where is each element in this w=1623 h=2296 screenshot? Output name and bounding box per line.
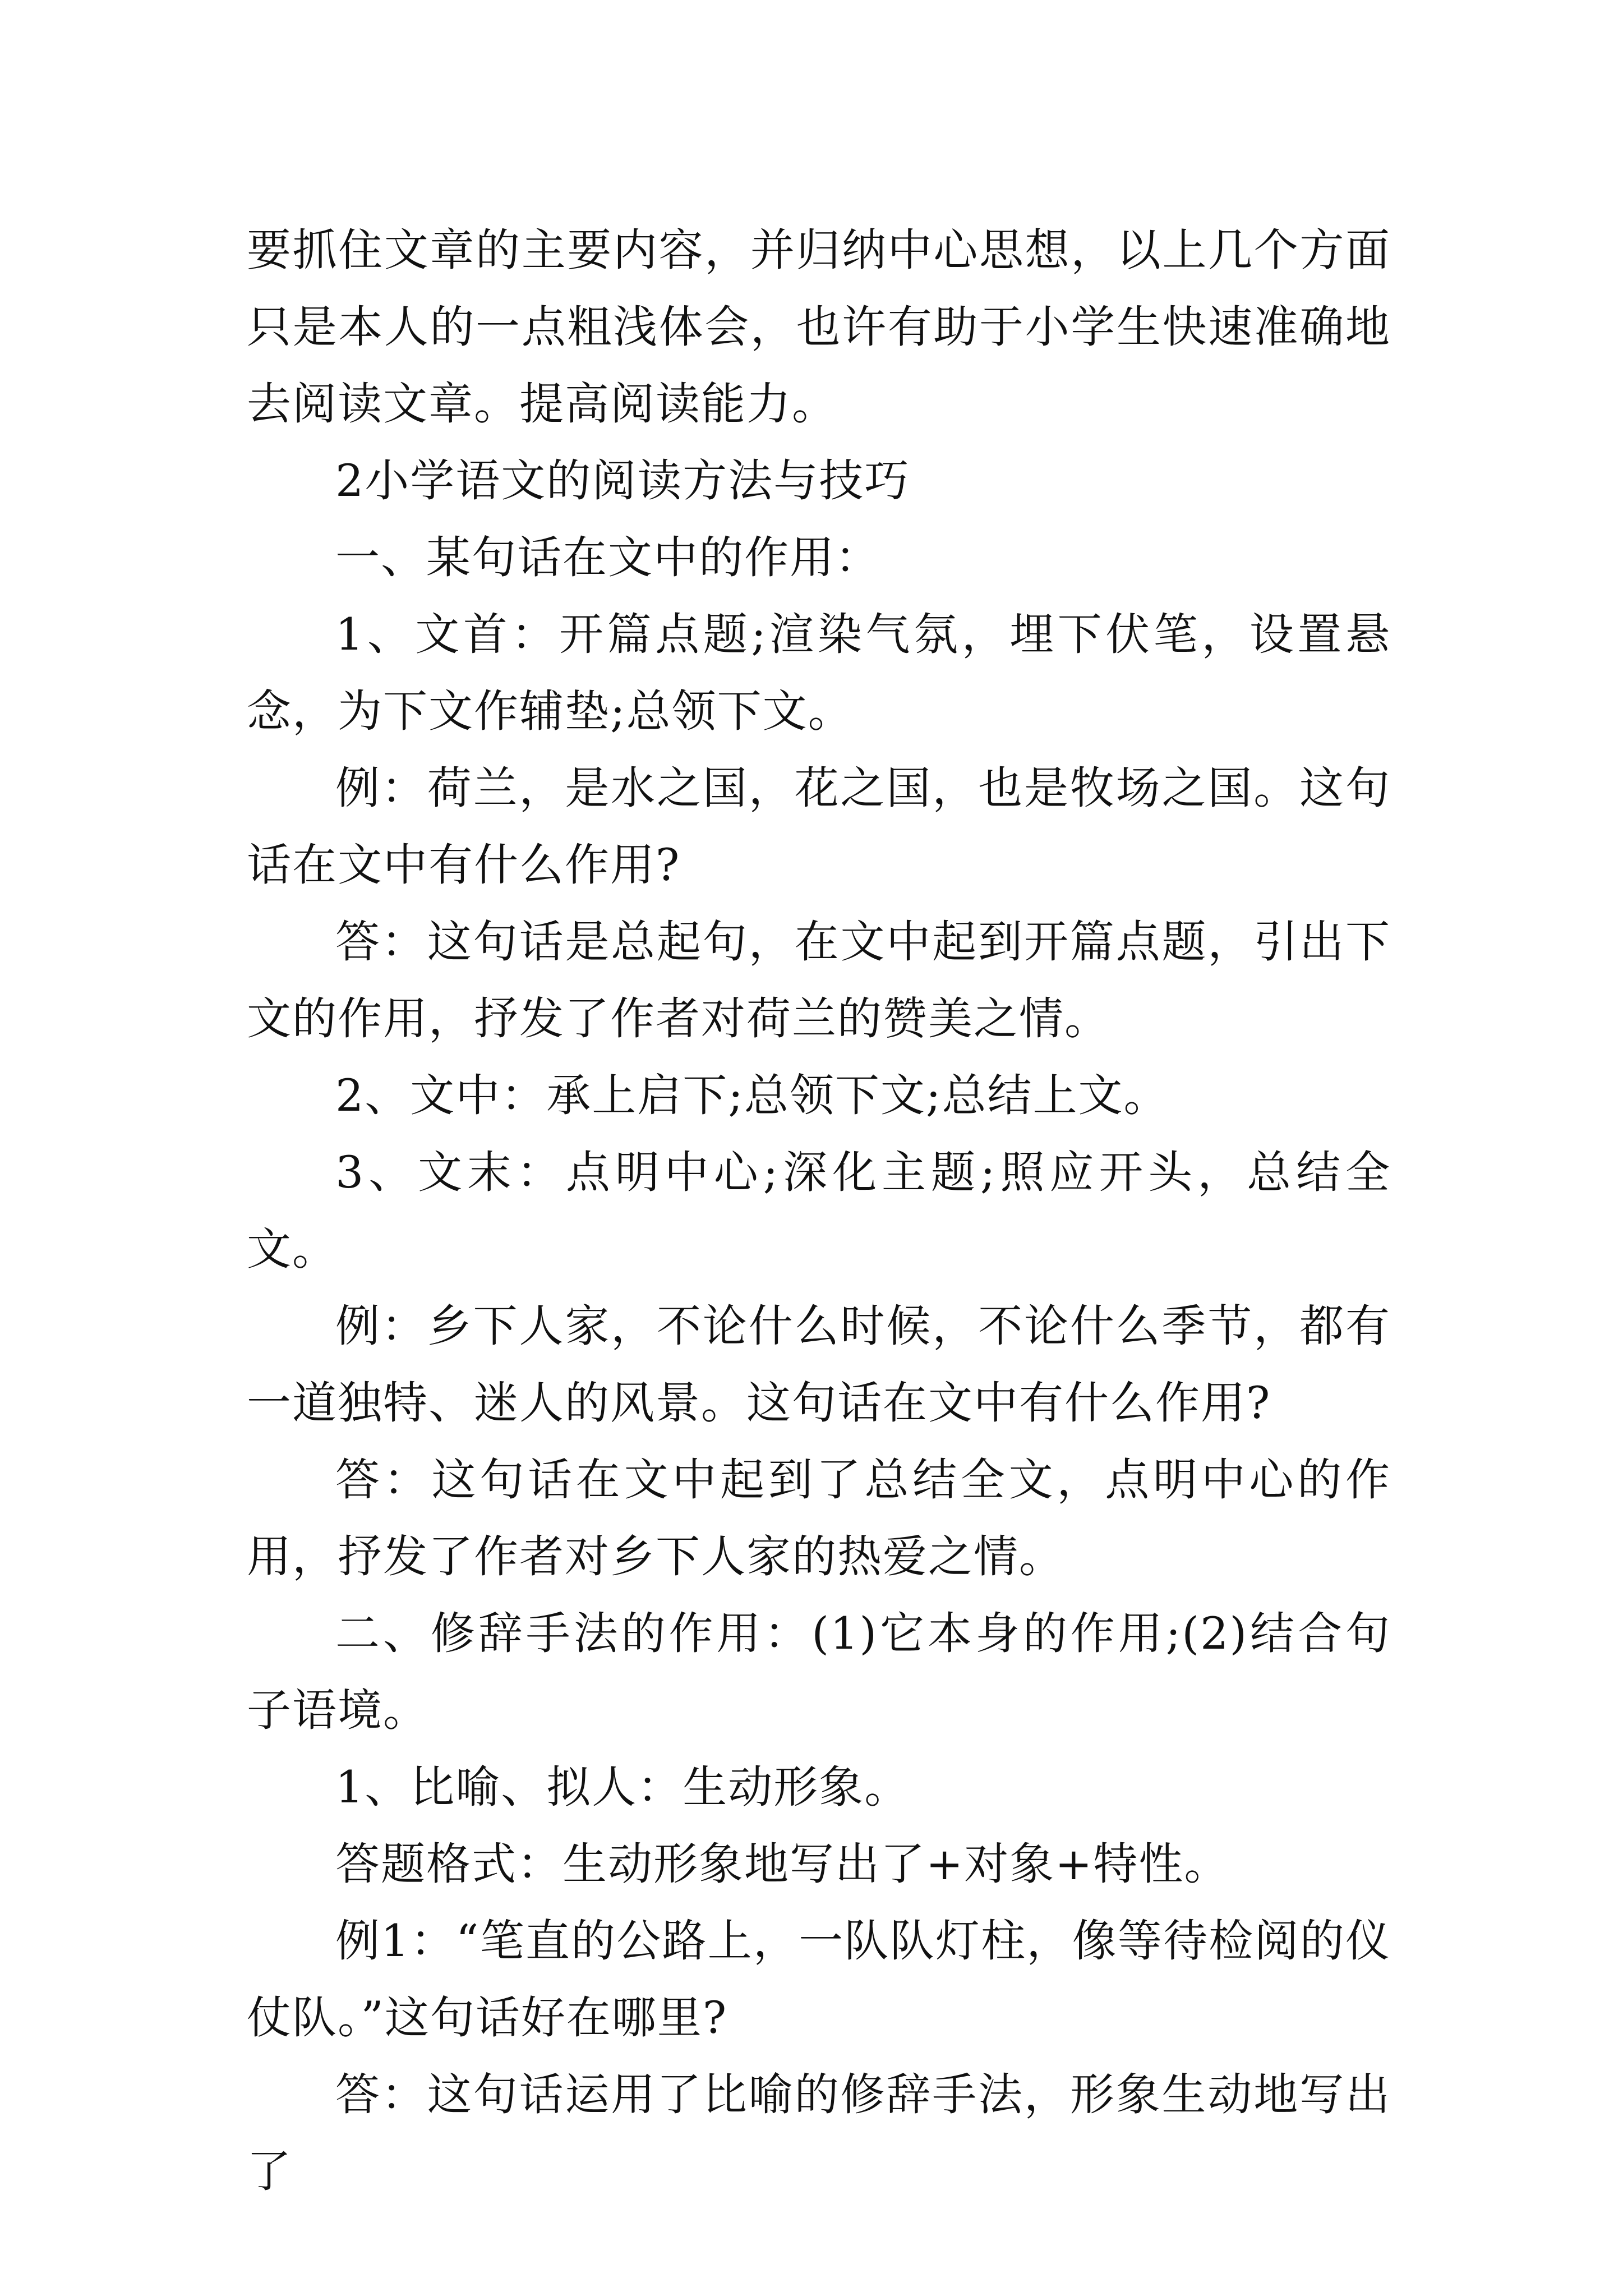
paragraph-1: 要抓住文章的主要内容，并归纳中心思想，以上几个方面只是本人的一点粗浅体会，也许有助于小学生快速准确地去阅读文章。提高阅读能力。 <box>247 224 1391 430</box>
example-paragraph-3: 例1：“笔直的公路上，一队队灯柱，像等待检阅的仪仗队。”这句话好在哪里? <box>247 1915 1391 2044</box>
answer-paragraph-2: 答：这句话在文中起到了总结全文，点明中心的作用，抒发了作者对乡下人家的热爱之情。 <box>247 1454 1391 1582</box>
example-paragraph-1: 例：荷兰，是水之国，花之国，也是牧场之国。这句话在文中有什么作用? <box>247 762 1391 891</box>
paragraph-4: 1、文首：开篇点题;渲染气氛，埋下伏笔，设置悬念，为下文作辅垫;总领下文。 <box>247 609 1391 737</box>
example-paragraph-2: 例：乡下人家，不论什么时候，不论什么季节，都有一道独特、迷人的风景。这句话在文中有什么作用? <box>247 1300 1391 1429</box>
subsection-heading-1: 一、某句话在文中的作用： <box>335 532 880 583</box>
paragraph-12: 1、比喻、拟人：生动形象。 <box>335 1761 910 1813</box>
paragraph-8: 3、文末：点明中心;深化主题;照应开头，总结全文。 <box>247 1147 1391 1275</box>
answer-paragraph-1: 答：这句话是总起句，在文中起到开篇点题，引出下文的作用，抒发了作者对荷兰的赞美之情。 <box>247 916 1391 1045</box>
answer-format-paragraph: 答题格式：生动形象地写出了+对象+特性。 <box>335 1838 1230 1890</box>
section-heading: 2小学语文的阅读方法与技巧 <box>335 455 910 507</box>
subsection-heading-2: 二、修辞手法的作用：(1)它本身的作用;(2)结合句子语境。 <box>247 1608 1391 1736</box>
document-body <box>247 212 1391 2210</box>
paragraph-7: 2、文中：承上启下;总领下文;总结上文。 <box>335 1070 1169 1121</box>
answer-paragraph-3: 答：这句话运用了比喻的修辞手法，形象生动地写出了 <box>247 2069 1391 2197</box>
